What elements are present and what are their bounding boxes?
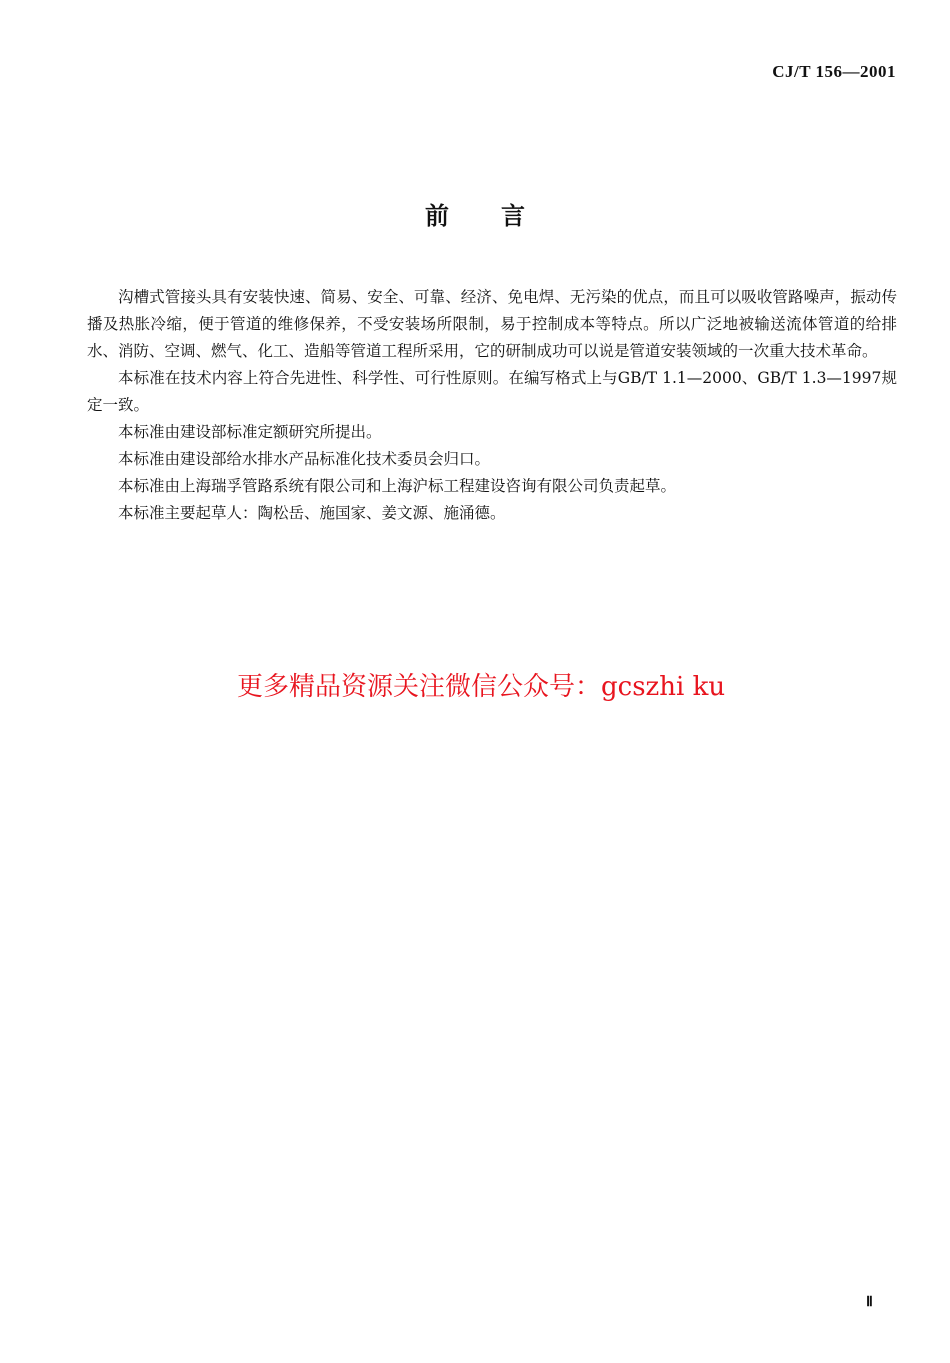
paragraph-proposer: 本标准由建设部标准定额研究所提出。 — [118, 423, 382, 441]
foreword-body — [87, 284, 897, 527]
paragraph-drafters: 本标准主要起草人：陶松岳、施国家、姜文源、施涌德。 — [118, 504, 506, 522]
promo-watermark-text: 更多精品资源关注微信公众号：gcszhi ku — [237, 672, 726, 702]
page-number: Ⅱ — [866, 1295, 873, 1310]
paragraph-drafting-org: 本标准由上海瑞孚管路系统有限公司和上海沪标工程建设咨询有限公司负责起草。 — [118, 477, 677, 495]
paragraph-committee: 本标准由建设部给水排水产品标准化技术委员会归口。 — [118, 450, 491, 468]
paragraph-compliance: 本标准在技术内容上符合先进性、科学性、可行性原则。在编写格式上与GB/T 1.1—2000、GB/T 1.3—1997规定一致。 — [87, 369, 897, 414]
paragraph-intro: 沟槽式管接头具有安装快速、简易、安全、可靠、经济、免电焊、无污染的优点，而且可以吸收管路噪声，振动传播及热胀冷缩，便于管道的维修保养，不受安装场所限制，易于控制成本等特点。所以广泛地被输送流体管道的给排水、消防、空调、燃气、化工、造船等管道工程所采用，它的研制成功可以说是管道安装领域的一次重大技术革命。 — [87, 288, 897, 360]
page-title: 前言 — [425, 202, 577, 230]
standard-code: CJ/T 156—2001 — [772, 62, 896, 81]
